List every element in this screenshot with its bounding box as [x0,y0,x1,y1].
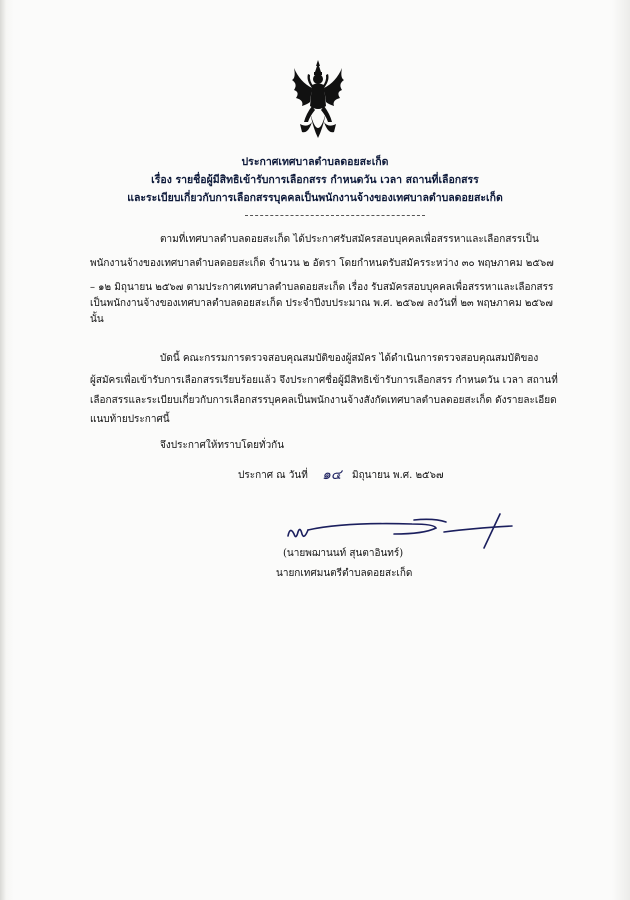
announcement-title: ประกาศเทศบาลตำบลดอยสะเก็ด [241,156,389,168]
announcement-subject: เรื่อง รายชื่อผู้มีสิทธิเข้ารับการเลือกสรร กำหนดวัน เวลา สถานที่เลือกสรร [151,174,479,186]
page-edge-shadow [0,0,6,900]
garuda-emblem-icon [290,58,346,146]
paragraph-2-line: บัดนี้ คณะกรรมการตรวจสอบคุณสมบัติของผู้สมัคร ได้ดำเนินการตรวจสอบคุณสมบัติของ [160,353,539,364]
signatory-position: นายกเทศมนตรีตำบลดอยสะเก็ด [276,568,413,579]
paragraph-1-line: พนักงานจ้างของเทศบาลตำบลดอยสะเก็ด จำนวน ๒ อัตรา โดยกำหนดรับสมัครระหว่าง ๓๐ พฤษภาคม ๒๕๖๗ [90,258,554,269]
paragraph-1-line: เป็นพนักงานจ้างของเทศบาลตำบลดอยสะเก็ด ประจำปีงบประมาณ พ.ศ. ๒๕๖๗ ลงวันที่ ๒๓ พฤษภาคม ๒๕๖๗ [90,298,553,309]
date-day-handwritten: ๑๔ [322,467,342,483]
closing-statement: จึงประกาศให้ทราบโดยทั่วกัน [160,440,285,451]
paragraph-2-line: แนบท้ายประกาศนี้ [90,414,170,425]
paragraph-2-line: ผู้สมัครเพื่อเข้ารับการเลือกสรรเรียบร้อยแล้ว จึงประกาศชื่อผู้มีสิทธิเข้ารับการเลือกสรร กำหนดวัน เวลา สถานที่ [90,375,558,386]
date-prefix: ประกาศ ณ วันที่ [238,470,308,481]
title-divider [245,215,425,216]
paragraph-1-line: นั้น [90,314,104,325]
announcement-subject-continued: และระเบียบเกี่ยวกับการเลือกสรรบุคคลเป็นพนักงานจ้างของเทศบาลตำบลดอยสะเก็ด [127,192,503,204]
paragraph-1-line: – ๑๒ มิถุนายน ๒๕๖๗ ตามประกาศเทศบาลตำบลดอยสะเก็ด เรื่อง รับสมัครสอบบุคคลเพื่อสรรหาและเลือกสรร [90,282,554,293]
paragraph-1-line: ตามที่เทศบาลตำบลดอยสะเก็ด ได้ประกาศรับสมัครสอบบุคคลเพื่อสรรหาและเลือกสรรเป็น [160,234,539,245]
signature-mark [284,512,516,552]
signatory-name: (นายพฌานนท์ สุนตาอินทร์) [283,548,404,559]
date-month-year: มิถุนายน พ.ศ. ๒๕๖๗ [352,470,444,481]
paragraph-2-line: เลือกสรรและระเบียบเกี่ยวกับการเลือกสรรบุคคลเป็นพนักงานจ้างสังกัดเทศบาลตำบลดอยสะเก็ด ดังรายละเอียด [90,395,557,406]
